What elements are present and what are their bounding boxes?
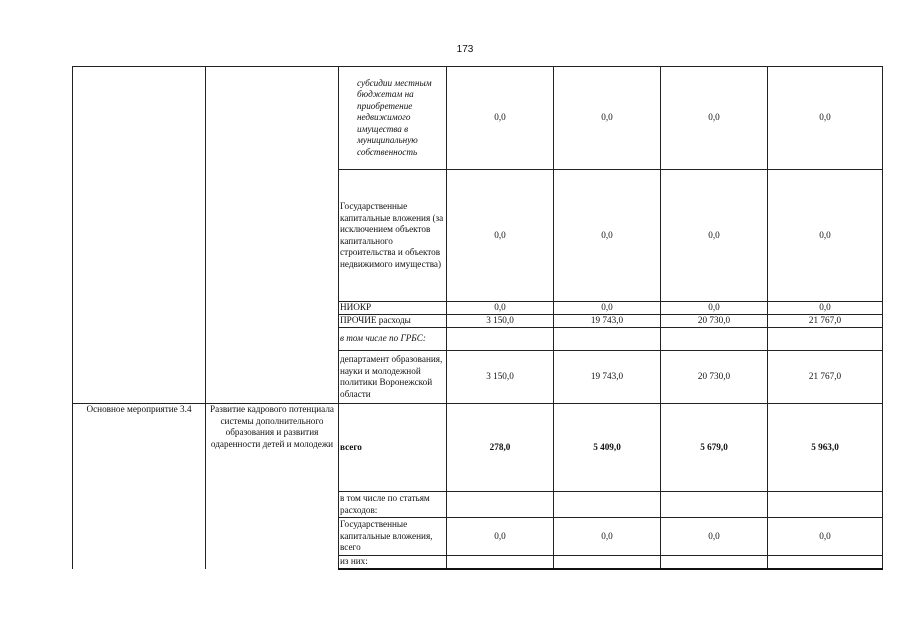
value-cell: 21 767,0 [768,315,883,328]
value-cell: 0,0 [447,170,554,302]
value-cell: 5 679,0 [661,404,768,492]
row-label: Государственные капитальные вложения, всего [339,518,447,556]
value-cell: 5 963,0 [768,404,883,492]
row-label: субсидии местным бюджетам на приобретение недвижимого имущества в муниципальную собственность [339,67,447,170]
value-cell [661,556,768,569]
value-cell [447,556,554,569]
value-cell [554,328,661,351]
value-cell: 0,0 [447,302,554,315]
continued-cell-col2 [206,67,339,404]
value-cell: 0,0 [554,67,661,170]
value-cell: 0,0 [661,67,768,170]
continued-cell-col1 [73,67,206,404]
value-cell: 20 730,0 [661,315,768,328]
value-cell: 20 730,0 [661,351,768,404]
value-cell: 0,0 [768,67,883,170]
event-title: Основное мероприятие 3.4 [73,404,206,569]
value-cell: 0,0 [447,67,554,170]
value-cell: 0,0 [661,518,768,556]
value-cell: 0,0 [661,302,768,315]
value-cell: 0,0 [447,518,554,556]
value-cell: 0,0 [768,518,883,556]
value-cell [768,492,883,518]
row-label: ПРОЧИЕ расходы [339,315,447,328]
row-label: из них: [339,556,447,569]
page-number: 173 [456,44,474,55]
value-cell: 0,0 [554,302,661,315]
value-cell: 19 743,0 [554,351,661,404]
value-cell: 19 743,0 [554,315,661,328]
value-cell [554,556,661,569]
budget-table [72,66,883,570]
table-row [73,404,883,492]
row-label: всего [339,404,447,492]
row-label: в том числе по ГРБС: [339,328,447,351]
value-cell [768,556,883,569]
value-cell [661,328,768,351]
value-cell: 3 150,0 [447,351,554,404]
value-cell: 3 150,0 [447,315,554,328]
value-cell: 0,0 [554,170,661,302]
value-cell: 0,0 [661,170,768,302]
table-row [73,67,883,170]
value-cell [447,328,554,351]
event-name: Развитие кадрового потенциала системы дополнительного образования и развития одаренности детей и молодежи [206,404,339,569]
row-label: в том числе по статьям расходов: [339,492,447,518]
row-label: НИОКР [339,302,447,315]
value-cell: 0,0 [768,170,883,302]
value-cell [554,492,661,518]
value-cell [661,492,768,518]
row-label: Государственные капитальные вложения (за исключением объектов капитального строительства и объектов недвижимого имущества) [339,170,447,302]
value-cell: 0,0 [554,518,661,556]
value-cell: 21 767,0 [768,351,883,404]
value-cell [447,492,554,518]
value-cell [768,328,883,351]
row-label: департамент образования, науки и молодежной политики Воронежской области [339,351,447,404]
value-cell: 0,0 [768,302,883,315]
value-cell: 5 409,0 [554,404,661,492]
value-cell: 278,0 [447,404,554,492]
